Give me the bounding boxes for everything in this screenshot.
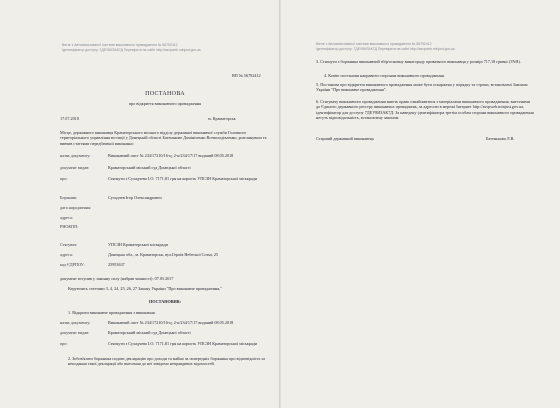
field-label: назва документу:: [60, 320, 91, 325]
item-5: 5. Постанова про відкриття виконавчого провадження може бути оскаржена у порядку та строки, встановлені Законом України "Про виконавче провадження".: [316, 82, 528, 93]
page-left: [0, 0, 279, 408]
item-1: 1. Відкрити виконавче провадження з виконання: [68, 310, 155, 315]
signer-name: Батенькова Л.В.: [486, 136, 515, 141]
field-value: Донецька обл., м. Краматорськ, вул.Героїв Небесної Сотні, 25: [108, 252, 219, 257]
field-label: документ видав:: [60, 330, 90, 335]
left-header-line2: Ідентифікатор доступу: 7ДЕУ8ИЗАК7Д Перевірити на сайті http://asvpweb.minjust.gov.ua: [62, 48, 201, 52]
effective-date: документ вступив у законну силу (набрав чинності): 07.05.2017: [60, 276, 174, 281]
left-header-line1: Витяг з Автоматизованої системи виконавчого провадження № 56792412: [62, 43, 178, 47]
field-label: про:: [60, 341, 68, 346]
vp-number: ВП № 56792412: [232, 73, 261, 78]
intro-paragraph: Місце, державного виконавця Краматорського міського відділу державної виконавчої служби Головного територіального управління юстиції у Донецькій області Батенькове Домініченко Всеволодівленко, розглянувши та вивчив статтями передбаченої виконанні:: [60, 130, 267, 146]
field-label: документ видав:: [60, 165, 90, 170]
document-city: м. Краматорськ: [208, 116, 236, 121]
field-value: Сухадчев Ігор Олександрович: [108, 195, 162, 200]
item-4: 4. Копію постанови направити сторонам виконавчого провадження.: [324, 73, 445, 78]
field-label: назва документу:: [60, 153, 91, 158]
field-label: Стягувач:: [60, 242, 78, 247]
item-2: 2. Зобов'язати боржника подати декларацію про доходи та майно за попередніх боржника про відповідність за неподання такої декларації або внесення до неї завідомо неправдивих відомостей.: [68, 356, 265, 367]
field-value: Стягнути з Сухадчева І.О. 7171,81 грн на користь УПСЗН Краматорської міськради: [108, 341, 258, 346]
field-label: дата народження:: [60, 205, 92, 210]
field-label: про:: [60, 176, 68, 181]
right-header-line1: Витяг з Автоматизованої системи виконавчого провадження № 56792412: [316, 42, 432, 46]
field-value: Виконавчий лист № 234/17210/16-ц; 2-к/234/17/17 виданий 08.05.2018: [108, 153, 234, 158]
field-value: Краматорський міський суд Донецької області: [108, 165, 191, 170]
item-3: 3. Стягнути з боржника виконавчий збір/основну винагороду приватного виконавця у розмірі 717,18 гривні (УАН).: [316, 59, 521, 64]
field-value: 25953637: [108, 262, 125, 267]
field-value: Виконавчий лист № 234/17210/16-ц; 2-к/234/17/17 виданий 08.05.2018: [108, 320, 234, 325]
document-title: ПОСТАНОВА: [145, 91, 185, 97]
decree-heading: ПОСТАНОВИВ:: [149, 299, 181, 304]
field-label: адреса:: [60, 252, 73, 257]
field-value: Стягнути з Сухадчева І.О. 7171,81 грн на користь УПСЗН Краматорської міськради: [108, 176, 258, 181]
field-value: Краматорський міський суд Донецької області: [108, 330, 191, 335]
guided-by: Керуючись статтями 3, 4, 24, 25, 26, 27 Закону України "Про виконавче провадження,": [68, 286, 222, 291]
field-value: УПСЗН Краматорської міськради: [108, 242, 168, 247]
left-header: [62, 43, 212, 53]
field-label: Боржник:: [60, 195, 78, 200]
field-label: код ЄДРПОУ:: [60, 262, 85, 267]
document-date: 17.07.2018: [60, 116, 79, 121]
field-label: РНОКПП:: [60, 224, 79, 229]
document-subtitle: про відкриття виконавчого провадження: [128, 101, 202, 106]
right-header: [316, 42, 456, 52]
right-header-line2: Ідентифікатор доступу: 7ДЕУ8ИЗАК7Д Перевірити на сайті http://asvpweb.minjust.gov.ua: [316, 47, 455, 51]
field-label: адреса:: [60, 215, 73, 220]
signer-title: Старший державний виконавець: [316, 136, 375, 141]
item-6: 6. Стягувачу виконавчого провадження мають право ознайомитися з матеріалами виконавчого провадження, внесеними до Єдиного державного реєстру виконавчих проваджень, за адресою в мережі Інтернет http://asvpweb.minjust.gov.ua, ідентифікатор для доступу 7ДЕУ8ИЗАК7Д. За наведену ідентифікатора третім особам сторони виконавчого провадження несуть відповідальність, встановлену законом.: [316, 99, 534, 121]
